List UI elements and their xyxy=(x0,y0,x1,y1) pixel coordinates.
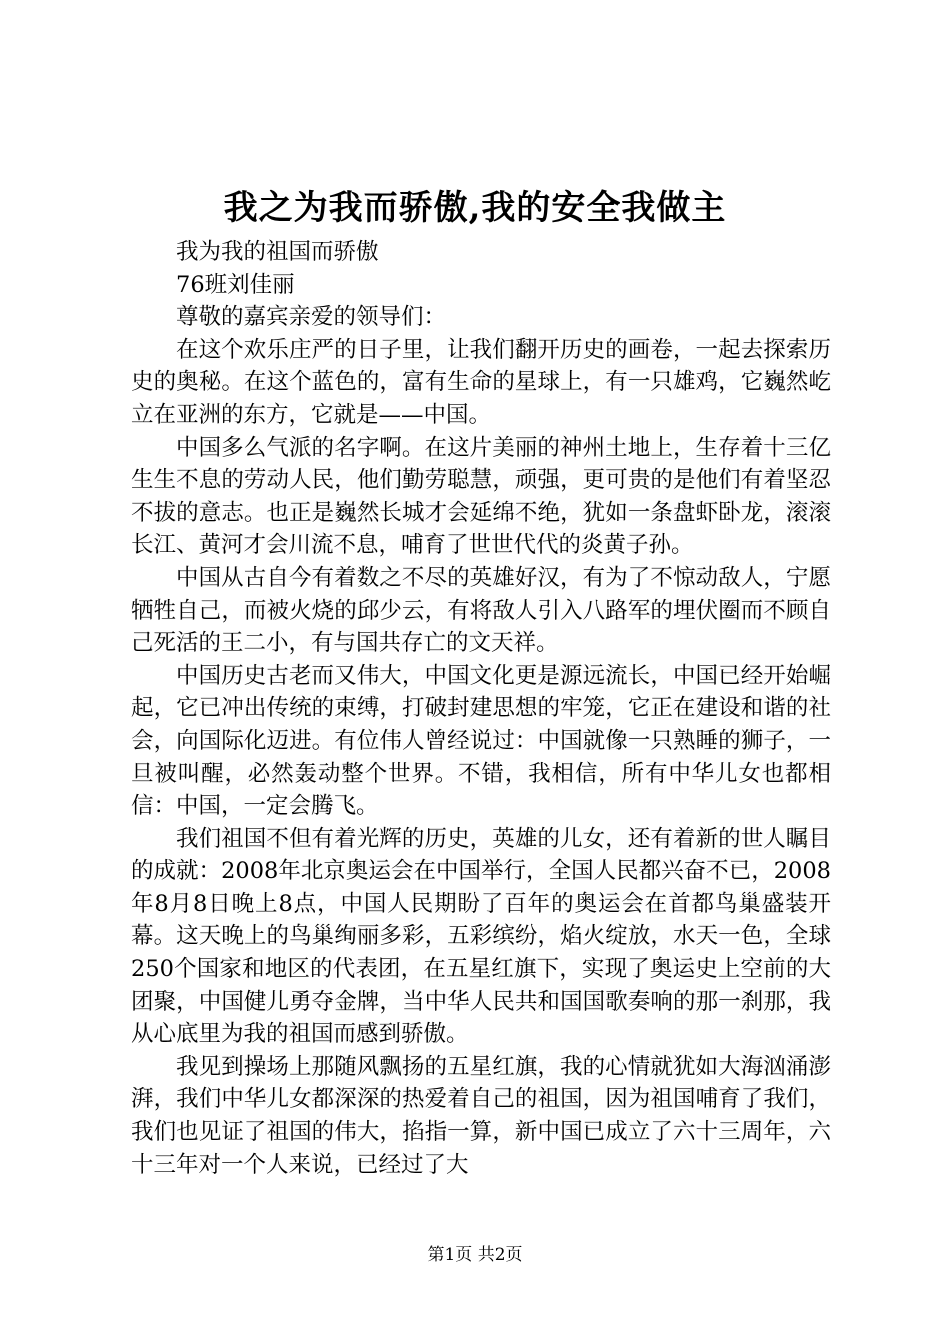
document-body xyxy=(131,236,831,1181)
paragraph-subtitle: 我为我的祖国而骄傲 xyxy=(176,239,379,265)
paragraph: 中国历史古老而又伟大，中国文化更是源远流长，中国已经开始崛起，它已冲出传统的束缚，打破封建思想的牢笼，它正在建设和谐的社会，向国际化迈进。有位伟人曾经说过：中国就像一只熟睡的狮子，一旦被叫醒，必然轰动整个世界。不错，我相信，所有中华儿女也都相信：中国，一定会腾飞。 xyxy=(131,662,831,820)
paragraph: 我见到操场上那随风飘扬的五星红旗，我的心情就犹如大海汹涌澎湃，我们中华儿女都深深的热爱着自己的祖国，因为祖国哺育了我们，我们也见证了祖国的伟大，掐指一算，新中国已成立了六十三周年，六十三年对一个人来说，已经过了大 xyxy=(131,1053,831,1178)
paragraph-author: 76班刘佳丽 xyxy=(176,271,295,298)
paragraph: 中国从古自今有着数之不尽的英雄好汉，有为了不惊动敌人，宁愿牺牲自己，而被火烧的邱少云，有将敌人引入八路军的埋伏圈而不顾自己死活的王二小，有与国共存亡的文天祥。 xyxy=(131,564,831,657)
page-footer: 第1页 共2页 xyxy=(427,1245,523,1265)
paragraph-salutation: 尊敬的嘉宾亲爱的领导们： xyxy=(176,304,447,331)
paragraph: 中国多么气派的名字啊。在这片美丽的神州土地上，生存着十三亿生生不息的劳动人民，他们勤劳聪慧，顽强，更可贵的是他们有着坚忍不拔的意志。也正是巍然长城才会延绵不绝，犹如一条盘虾卧龙，滚滚长江、黄河才会川流不息，哺育了世世代代的炎黄子孙。 xyxy=(131,434,831,559)
paragraph: 我们祖国不但有着光辉的历史，英雄的儿女，还有着新的世人瞩目的成就：2008年北京奥运会在中国举行，全国人民都兴奋不已，2008年8月8日晚上8点，中国人民期盼了百年的奥运会在首都鸟巢盛装开幕。这天晚上的鸟巢绚丽多彩，五彩缤纷，焰火绽放，水天一色，全球250个国家和地区的代表团，在五星红旗下，实现了奥运史上空前的大团聚，中国健儿勇夺金牌，当中华人民共和国国歌奏响的那一刹那，我从心底里为我的祖国而感到骄傲。 xyxy=(131,825,831,1048)
paragraph: 在这个欢乐庄严的日子里，让我们翻开历史的画卷，一起去探索历史的奥秘。在这个蓝色的，富有生命的星球上，有一只雄鸡，它巍然屹立在亚洲的东方，它就是——中国。 xyxy=(131,336,831,428)
document-title: 我之为我而骄傲,我的安全我做主 xyxy=(223,188,727,228)
